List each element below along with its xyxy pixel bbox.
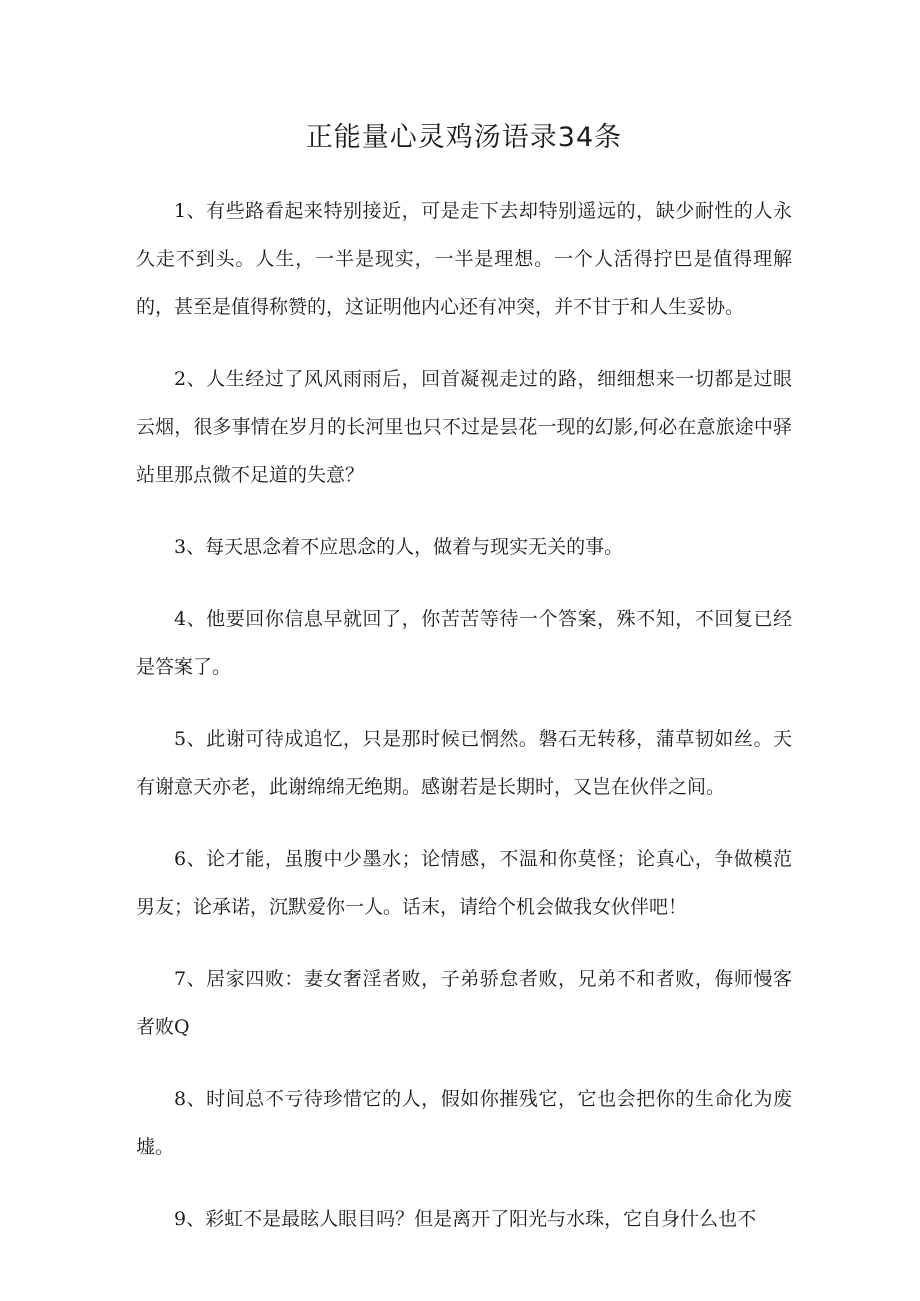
quote-paragraph-7: 7、居家四败：妻女奢淫者败，子弟骄怠者败，兄弟不和者败，侮师慢客者败Q [136,968,792,1038]
quote-list [136,187,792,1243]
quote-paragraph-1: 1、有些路看起来特别接近，可是走下去却特别遥远的，缺少耐性的人永久走不到头。人生，一半是现实，一半是理想。一个人活得拧巴是值得理解的，甚至是值得称赞的，这证明他内心还有冲突，并不甘于和人生妥协。 [136,200,792,318]
quote-paragraph-4: 4、他要回你信息早就回了，你苦苦等待一个答案，殊不知，不回复已经是答案了。 [136,608,792,678]
quote-paragraph-9: 9、彩虹不是最眩人眼目吗？但是离开了阳光与水珠，它自身什么也不 [174,1208,757,1230]
document-title: 正能量心灵鸡汤语录34条 [305,122,623,153]
quote-paragraph-5: 5、此谢可待成追忆，只是那时候已惘然。磐石无转移，蒲草韧如丝。天有谢意天亦老，此谢绵绵无绝期。感谢若是长期时，又岂在伙伴之间。 [136,728,792,798]
quote-paragraph-6: 6、论才能，虽腹中少墨水；论情感，不温和你莫怪；论真心，争做模范男友；论承诺，沉默爱你一人。话末，请给个机会做我女伙伴吧！ [136,848,792,918]
quote-paragraph-2: 2、人生经过了风风雨雨后，回首凝视走过的路，细细想来一切都是过眼云烟，很多事情在岁月的长河里也只不过是昙花一现的幻影,何必在意旅途中驿站里那点微不足道的失意？ [136,368,792,486]
quote-paragraph-8: 8、时间总不亏待珍惜它的人，假如你摧残它，它也会把你的生命化为废墟。 [136,1088,792,1158]
quote-paragraph-3: 3、每天思念着不应思念的人，做着与现实无关的事。 [174,536,624,558]
